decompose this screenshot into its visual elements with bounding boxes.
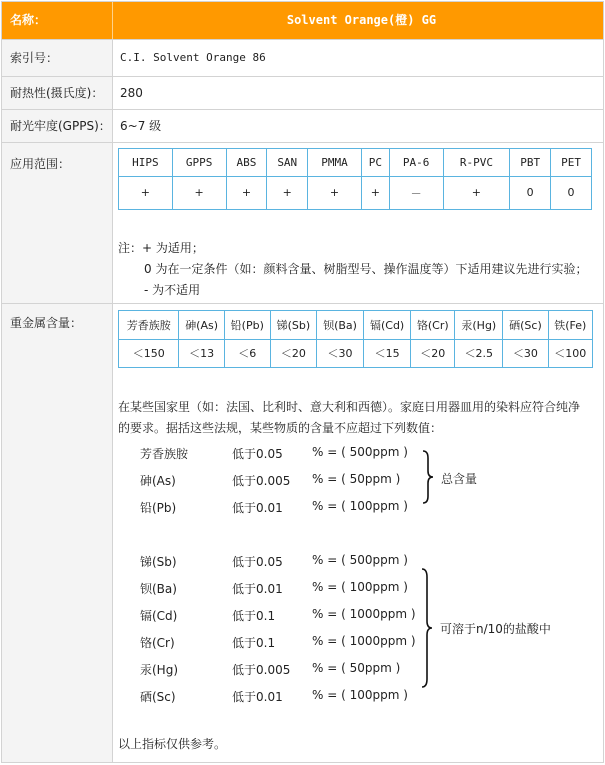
limit-name: 镉(Cd) <box>140 609 178 623</box>
application-value-cell-6: － <box>389 176 443 209</box>
limit-limit: 低于0.01 <box>232 501 283 515</box>
limit-limit: 低于0.1 <box>232 609 276 623</box>
footer-note: 以上指标仅供参考。 <box>118 737 227 751</box>
light-label: 耐光牢度(GPPS)： <box>2 110 113 142</box>
application-value-cell-9: 0 <box>551 176 592 209</box>
limit-limit: 低于0.05 <box>232 555 283 569</box>
application-value-cell-3: + <box>267 176 308 209</box>
metal-value-cell-2: ＜6 <box>224 339 270 368</box>
application-header-cell-1: GPPS <box>172 149 226 177</box>
limit-limit: 低于0.05 <box>232 447 283 461</box>
light-value: 6~7 级 <box>120 119 162 133</box>
application-label: 应用范围： <box>2 143 113 303</box>
application-header-cell-2: ABS <box>226 149 267 177</box>
application-header-cell-6: PA-6 <box>389 149 443 177</box>
limit-name: 铬(Cr) <box>140 636 175 650</box>
metal-value-cell-6: ＜20 <box>411 339 455 368</box>
metal-value-row <box>119 339 593 368</box>
heat-label: 耐热性(摄氏度)： <box>2 77 113 109</box>
metal-header-cell-5: 镉(Cd) <box>363 311 410 340</box>
index-value: C.I. Solvent Orange 86 <box>120 51 266 64</box>
application-value-cell-4: + <box>308 176 362 209</box>
limit-ppm: % = ( 50ppm ) <box>312 472 401 486</box>
application-table <box>118 148 592 210</box>
limit-name: 砷(As) <box>140 474 176 488</box>
metal-value-cell-8: ＜30 <box>503 339 548 368</box>
limit-ppm: % = ( 1000ppm ) <box>312 607 416 621</box>
metal-header-cell-2: 铅(Pb) <box>224 311 270 340</box>
limits-soluble-label: 可溶于n/10的盐酸中 <box>440 622 551 636</box>
product-name: Solvent Orange(橙) GG <box>286 13 437 27</box>
limit-name: 汞(Hg) <box>140 663 179 677</box>
regulation-line-2: 的要求。据括这些法规，某些物质的含量不应超过下列数值： <box>118 421 443 435</box>
metals-content <box>114 304 603 762</box>
note-line-2: 0 为在一定条件（如：颜料含量、树脂型号、操作温度等）下适用建议先进行实验； <box>144 262 588 276</box>
metal-header-cell-1: 砷(As) <box>179 311 224 340</box>
application-value-cell-1: + <box>172 176 226 209</box>
limit-name: 锑(Sb) <box>140 555 177 569</box>
limit-limit: 低于0.01 <box>232 582 283 596</box>
product-spec-sheet <box>1 1 604 763</box>
metal-header-cell-4: 钡(Ba) <box>317 311 364 340</box>
limit-limit: 低于0.005 <box>232 474 291 488</box>
application-header-cell-0: HIPS <box>119 149 173 177</box>
metals-label: 重金属含量： <box>2 304 113 762</box>
row-light <box>2 110 603 143</box>
row-application <box>2 143 603 304</box>
metal-header-cell-3: 锑(Sb) <box>270 311 316 340</box>
application-value-cell-0: + <box>119 176 173 209</box>
metal-table <box>118 310 593 368</box>
limits-total-label: 总含量 <box>441 472 478 486</box>
application-value-cell-2: + <box>226 176 267 209</box>
metal-value-cell-4: ＜30 <box>317 339 364 368</box>
metal-value-cell-9: ＜100 <box>548 339 592 368</box>
limit-name: 芳香族胺 <box>140 447 189 461</box>
application-header-cell-9: PET <box>551 149 592 177</box>
application-value-cell-7: + <box>443 176 510 209</box>
limit-ppm: % = ( 100ppm ) <box>312 580 408 594</box>
metal-header-cell-8: 硒(Sc) <box>503 311 548 340</box>
header-label: 名称： <box>2 2 113 39</box>
application-value-row <box>119 176 592 209</box>
brace-total-icon <box>421 450 435 504</box>
note-line-3: - 为不适用 <box>144 283 201 297</box>
metal-value-cell-7: ＜2.5 <box>455 339 503 368</box>
metal-header-row <box>119 311 593 340</box>
metal-value-cell-3: ＜20 <box>270 339 316 368</box>
application-header-cell-5: PC <box>361 149 389 177</box>
brace-soluble-icon <box>420 568 434 688</box>
limit-limit: 低于0.1 <box>232 636 276 650</box>
note-line-1: 注：+ 为适用； <box>118 241 204 255</box>
limit-name: 钡(Ba) <box>140 582 177 596</box>
metal-value-cell-5: ＜15 <box>363 339 410 368</box>
application-header-cell-4: PMMA <box>308 149 362 177</box>
limit-ppm: % = ( 500ppm ) <box>312 445 408 459</box>
header-row <box>2 2 603 40</box>
limit-limit: 低于0.005 <box>232 663 291 677</box>
limit-ppm: % = ( 100ppm ) <box>312 499 408 513</box>
limit-limit: 低于0.01 <box>232 690 283 704</box>
application-header-cell-8: PBT <box>510 149 551 177</box>
application-value-cell-8: 0 <box>510 176 551 209</box>
metal-value-cell-1: ＜13 <box>179 339 224 368</box>
metal-header-cell-6: 铬(Cr) <box>411 311 455 340</box>
application-header-cell-7: R-PVC <box>443 149 510 177</box>
limit-name: 硒(Sc) <box>140 690 176 704</box>
limit-ppm: % = ( 100ppm ) <box>312 688 408 702</box>
application-header-cell-3: SAN <box>267 149 308 177</box>
application-value-cell-5: + <box>361 176 389 209</box>
limit-name: 铅(Pb) <box>140 501 177 515</box>
row-metals <box>2 304 603 762</box>
limit-ppm: % = ( 500ppm ) <box>312 553 408 567</box>
application-content <box>114 143 603 303</box>
metal-header-cell-0: 芳香族胺 <box>119 311 179 340</box>
metal-header-cell-9: 铁(Fe) <box>548 311 592 340</box>
metal-header-cell-7: 汞(Hg) <box>455 311 503 340</box>
index-label: 索引号： <box>2 40 113 76</box>
heat-value: 280 <box>120 86 143 100</box>
limit-ppm: % = ( 50ppm ) <box>312 661 401 675</box>
metal-value-cell-0: ＜150 <box>119 339 179 368</box>
row-heat <box>2 77 603 110</box>
application-header-row <box>119 149 592 177</box>
limit-ppm: % = ( 1000ppm ) <box>312 634 416 648</box>
row-index <box>2 40 603 77</box>
regulation-line-1: 在某些国家里（如：法国、比利时、意大利和西德）。家庭日用器皿用的染料应符合纯净 <box>118 400 581 414</box>
